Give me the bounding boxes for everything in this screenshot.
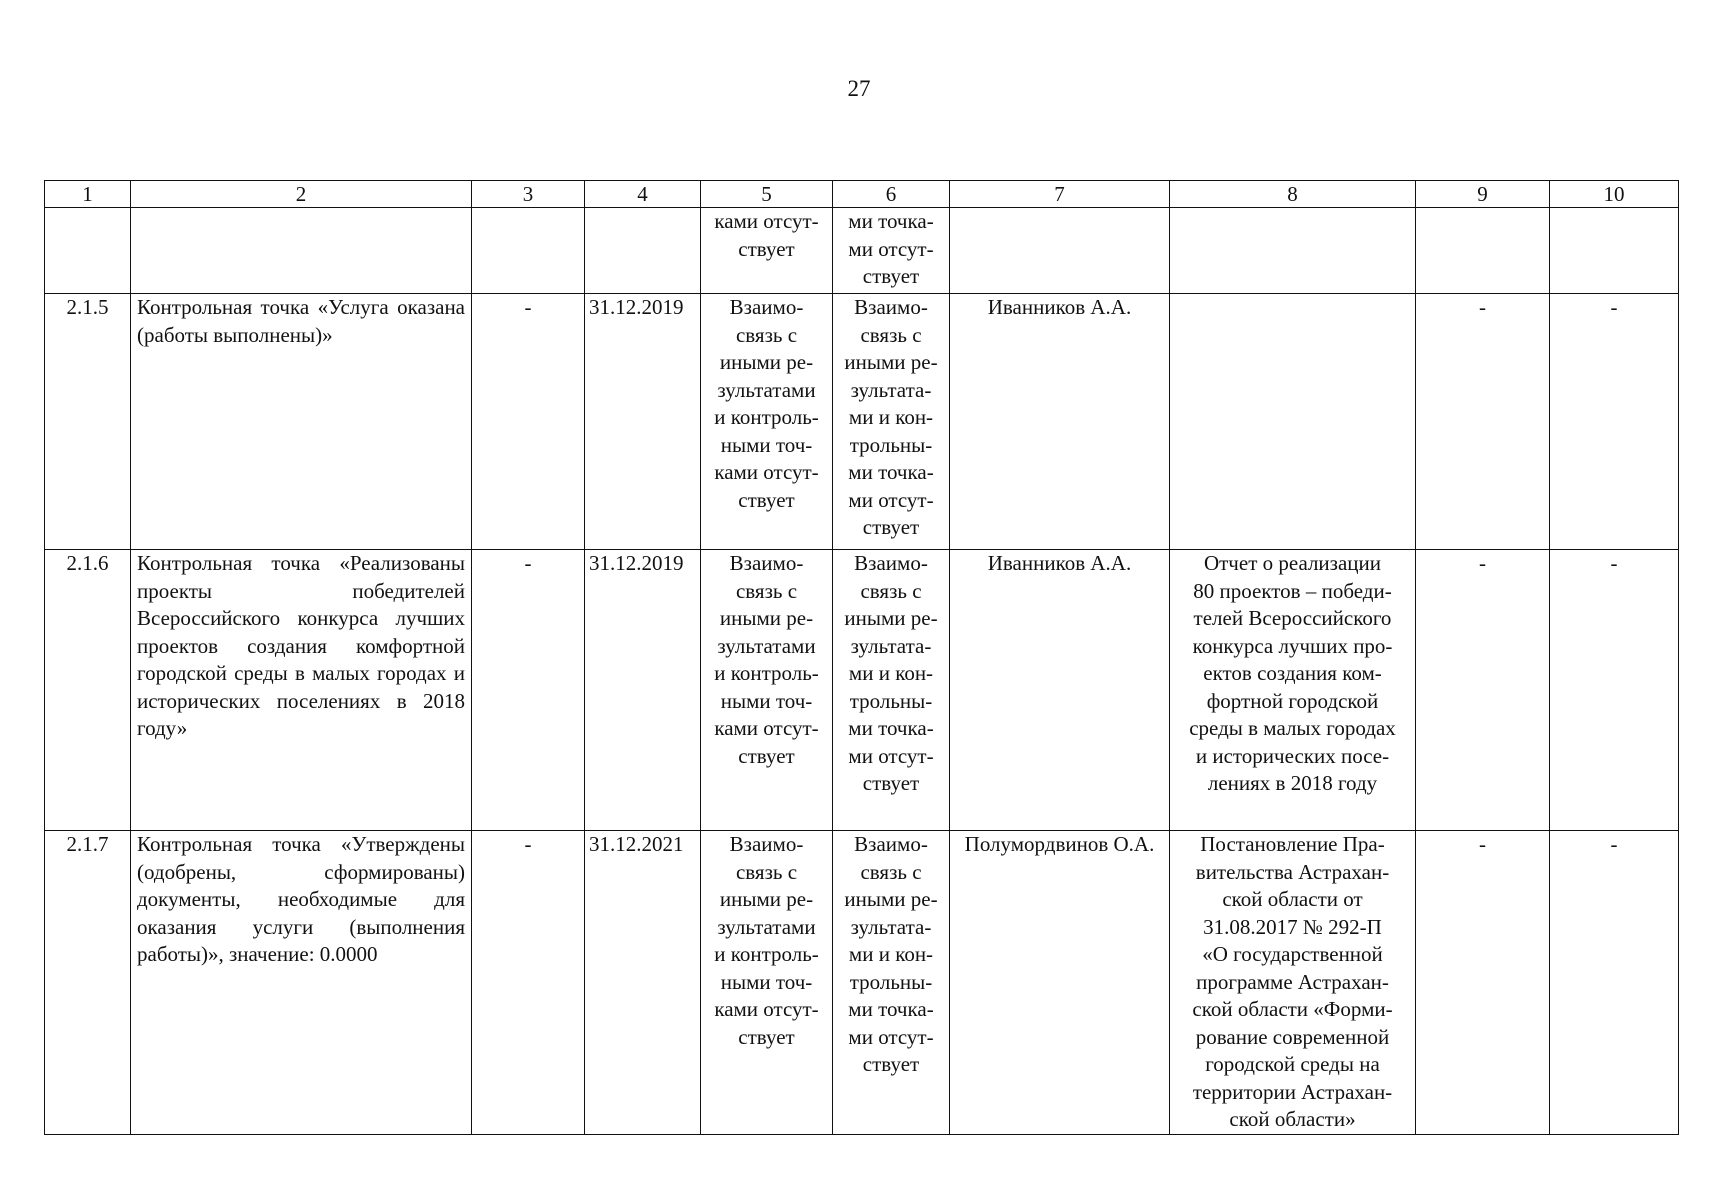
table-header-row [45, 181, 1679, 208]
relation-results-cell: Взаимо- связь с иными ре- зультатами и контроль- ными точ- ками отсут- ствует [701, 294, 833, 550]
deadline-date: 31.12.2019 [585, 294, 701, 550]
item-title: Контрольная точка «Реализованы проекты победителей Всероссийского конкурса лучших проектов создания комфортной городской среды в малых городах и исторических поселениях в 2018 году» [131, 550, 472, 831]
table-row [45, 831, 1679, 1135]
column-header: 1 [45, 181, 131, 208]
document-cell: Отчет о реализации 80 проектов – победи- телей Всероссийского конкурса лучших про- ектов создания ком- фортной городской среды в малых городах и исторических посе- лениях в 2018 году [1170, 550, 1416, 831]
table-row [45, 294, 1679, 550]
col9-value: - [1416, 550, 1550, 831]
col3-value: - [472, 294, 585, 550]
deadline-date: 31.12.2019 [585, 550, 701, 831]
relation-results-cell: Взаимо- связь с иными ре- зультатами и контроль- ными точ- ками отсут- ствует [701, 550, 833, 831]
relation-points-cell: Взаимо- связь с иными ре- зультата- ми и кон- трольны- ми точка- ми отсут- ствует [833, 831, 950, 1135]
table-cell [1550, 208, 1679, 294]
document-cell: Постановление Пра- вительства Астрахан- ской области от 31.08.2017 № 292-П «О государственной программе Астрахан- ской области «Форми- рование современной городской среды на территории Астрахан- ской области» [1170, 831, 1416, 1135]
relation-points-cell: Взаимо- связь с иными ре- зультата- ми и кон- трольны- ми точка- ми отсут- ствует [833, 294, 950, 550]
table-row [45, 550, 1679, 831]
column-header: 3 [472, 181, 585, 208]
table-cell [1416, 208, 1550, 294]
item-title: Контрольная точка «Утверждены (одобрены, сформированы) документы, необходимые для оказания услуги (выполнения работы)», значение: 0.0000 [131, 831, 472, 1135]
table-cell [45, 208, 131, 294]
table-cell [950, 208, 1170, 294]
col9-value: - [1416, 831, 1550, 1135]
relation-results-cell: ками отсут- ствует [701, 208, 833, 294]
continuation-row [45, 208, 1679, 294]
col3-value: - [472, 550, 585, 831]
table-cell [585, 208, 701, 294]
table-cell [1170, 208, 1416, 294]
column-header: 10 [1550, 181, 1679, 208]
table-cell [131, 208, 472, 294]
col3-value: - [472, 831, 585, 1135]
relation-points-cell: ми точка- ми отсут- ствует [833, 208, 950, 294]
item-number: 2.1.5 [45, 294, 131, 550]
page-number: 27 [847, 76, 871, 101]
table-cell [472, 208, 585, 294]
column-header: 9 [1416, 181, 1550, 208]
col9-value: - [1416, 294, 1550, 550]
item-number: 2.1.6 [45, 550, 131, 831]
responsible-person: Иванников А.А. [950, 294, 1170, 550]
column-header: 6 [833, 181, 950, 208]
relation-results-cell: Взаимо- связь с иными ре- зультатами и контроль- ными точ- ками отсут- ствует [701, 831, 833, 1135]
item-title: Контрольная точка «Услуга оказана (работы выполнены)» [131, 294, 472, 550]
column-header: 7 [950, 181, 1170, 208]
item-number: 2.1.7 [45, 831, 131, 1135]
plan-table [44, 180, 1679, 1135]
column-header: 5 [701, 181, 833, 208]
col10-value: - [1550, 294, 1679, 550]
col10-value: - [1550, 831, 1679, 1135]
column-header: 8 [1170, 181, 1416, 208]
relation-points-cell: Взаимо- связь с иными ре- зультата- ми и кон- трольны- ми точка- ми отсут- ствует [833, 550, 950, 831]
responsible-person: Иванников А.А. [950, 550, 1170, 831]
deadline-date: 31.12.2021 [585, 831, 701, 1135]
col10-value: - [1550, 550, 1679, 831]
column-header: 4 [585, 181, 701, 208]
responsible-person: Полумордвинов О.А. [950, 831, 1170, 1135]
document-cell [1170, 294, 1416, 550]
column-header: 2 [131, 181, 472, 208]
